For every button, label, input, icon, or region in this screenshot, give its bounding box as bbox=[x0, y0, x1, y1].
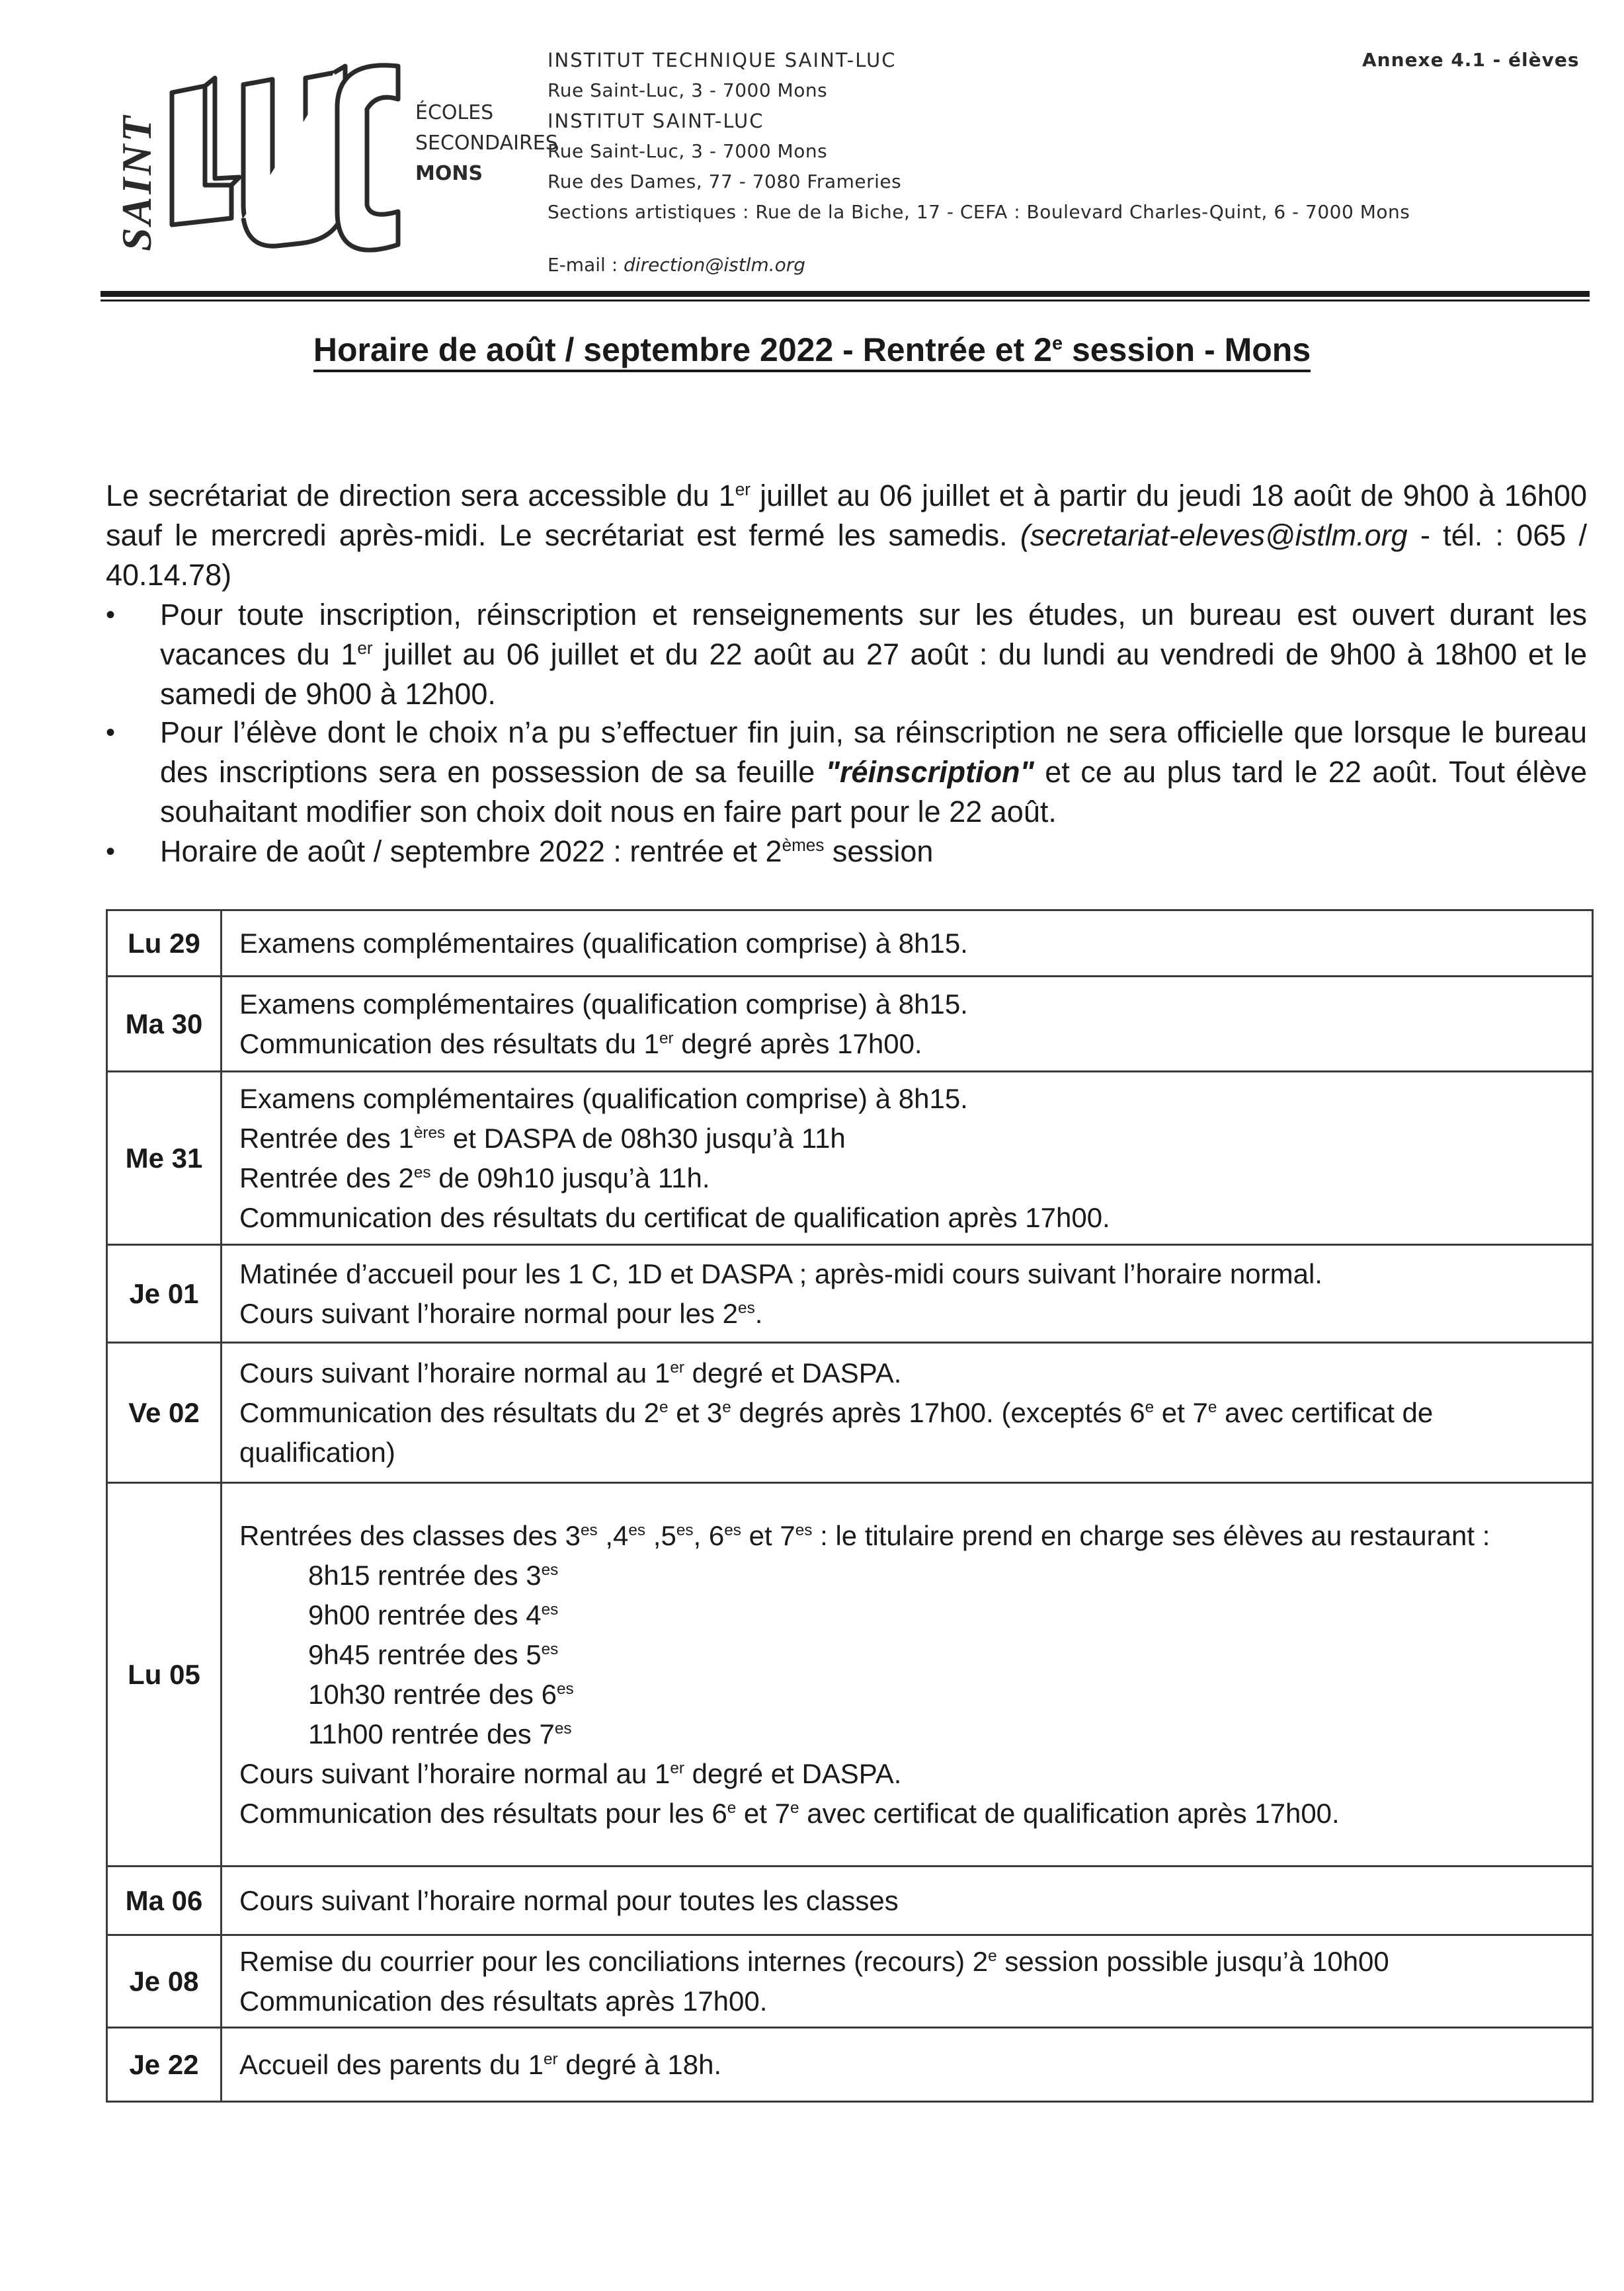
bullet-dot: • bbox=[106, 600, 116, 629]
bullet-dot: • bbox=[106, 718, 116, 747]
desc-line: 10h30 rentrée des $6^{es}$ bbox=[308, 1678, 574, 1710]
desc-cell bbox=[222, 2028, 1593, 2102]
email-address: direction@istlm.org bbox=[624, 254, 806, 276]
bullet-3-text-b: session bbox=[824, 834, 934, 868]
desc-line: Communication des résultats pour les 6e et 7e avec certificat de qualification après 17h00. bbox=[239, 1797, 1340, 1829]
desc-cell bbox=[222, 1867, 1593, 1935]
header-institut-technique: INSTITUT TECHNIQUE SAINT-LUC bbox=[548, 49, 897, 71]
desc-line: Communication des résultats après 17h00. bbox=[239, 1985, 768, 2017]
bullet-3-sup: èmes bbox=[782, 835, 825, 855]
table-row bbox=[107, 1072, 1593, 1245]
desc-cell bbox=[222, 1245, 1593, 1343]
day-cell: Ma 30 bbox=[107, 977, 222, 1072]
bullet-1-text-b: juillet au 06 juillet et du 22 août au 27 août : du lundi au vendredi de 9h00 à 18h00 et le samedi de 9h00 à 12h00. bbox=[160, 637, 1587, 711]
table-row bbox=[107, 977, 1593, 1072]
table-row bbox=[107, 1245, 1593, 1343]
desc-cell bbox=[222, 977, 1593, 1072]
header-address-1: Rue Saint-Luc, 3 - 7000 Mons bbox=[548, 79, 828, 101]
desc-line: Cours suivant l’horaire normal au 1er degré et DASPA. bbox=[239, 1357, 902, 1388]
logo-saint-text: SAINT bbox=[113, 113, 160, 251]
desc-line: 8h15 rentrée des $3^{es}$ bbox=[308, 1559, 559, 1591]
intro-sup: er bbox=[735, 479, 751, 499]
desc-line: Rentrée des $2^{es}$ de 09h10 jusqu’à 11h. bbox=[239, 1162, 710, 1193]
day-cell: Je 22 bbox=[107, 2028, 222, 2102]
header-institut: INSTITUT SAINT-LUC bbox=[548, 110, 764, 132]
desc-line: Examens complémentaires (qualification comprise) à 8h15. bbox=[239, 988, 968, 1020]
bullet-2-text-b: et ce au plus tard le 22 août. Tout élève souhaitant modifier son choix doit nous en faire part pour le 22 août. bbox=[160, 755, 1587, 828]
desc-cell bbox=[222, 1072, 1593, 1245]
title-sup: e bbox=[1051, 333, 1063, 354]
desc-line: Communication des résultats du certificat de qualification après 17h00. bbox=[239, 1201, 1110, 1233]
desc-cell bbox=[222, 1935, 1593, 2028]
title-text: Horaire de août / septembre 2022 - Rentrée et 2 bbox=[313, 331, 1052, 372]
logo-ecoles bbox=[415, 98, 558, 189]
schedule-table bbox=[106, 909, 1594, 2103]
logo-line-secondaires: SECONDAIRES bbox=[415, 132, 558, 155]
desc-line: Cours suivant l’horaire normal au 1er degré et DASPA. bbox=[239, 1757, 902, 1789]
desc-line: Examens complémentaires (qualification comprise) à 8h15. bbox=[239, 927, 968, 959]
intro-text-b: juillet au 06 juillet et à partir du jeudi 18 août de 9h00 à 16h00 sauf le mercredi après-midi. Le secrétariat est fermé les samedis. bbox=[106, 479, 1587, 552]
desc-line: Matinée d’accueil pour les 1 C, 1D et DASPA ; après-midi cours suivant l’horaire normal. bbox=[239, 1258, 1322, 1289]
day-cell: Lu 29 bbox=[107, 910, 222, 977]
table-row bbox=[107, 910, 1593, 977]
day-cell: Je 08 bbox=[107, 1935, 222, 2028]
desc-line: Accueil des parents du 1er degré à 18h. bbox=[239, 2048, 722, 2080]
desc-line: 9h45 rentrée des $5^{es}$ bbox=[308, 1638, 559, 1670]
day-cell: Ma 06 bbox=[107, 1867, 222, 1935]
bullet-2-text-a: Pour l’élève dont le choix n’a pu s’effectuer fin juin, sa réinscription ne sera officielle que lorsque le bureau des inscriptions sera en possession de sa feuille bbox=[160, 715, 1587, 789]
bullet-dot: • bbox=[106, 837, 116, 866]
logo-line-ecoles: ÉCOLES bbox=[415, 101, 494, 124]
desc-line: Cours suivant l’horaire normal pour toutes les classes bbox=[239, 1884, 899, 1916]
bullet-1-sup: er bbox=[357, 638, 373, 658]
desc-line: 11h00 rentrée des $7^{es}$ bbox=[308, 1718, 572, 1749]
table-row bbox=[107, 1343, 1593, 1483]
bullet-inscription bbox=[106, 595, 1587, 714]
day-cell: Lu 05 bbox=[107, 1483, 222, 1867]
bullet-reinscription bbox=[106, 713, 1587, 832]
day-cell: Me 31 bbox=[107, 1072, 222, 1245]
title-text-end: session - Mons bbox=[1063, 331, 1311, 372]
table-row bbox=[107, 1483, 1593, 1867]
page-title bbox=[0, 331, 1624, 369]
intro-phone: - tél. : 065 / 40.14.78) bbox=[106, 518, 1587, 592]
day-cell: Ve 02 bbox=[107, 1343, 222, 1483]
header-address-2: Rue Saint-Luc, 3 - 7000 Mons bbox=[548, 140, 828, 162]
desc-cell bbox=[222, 1343, 1593, 1483]
bullet-horaire bbox=[106, 832, 1587, 871]
table-row bbox=[107, 2028, 1593, 2102]
bullet-1-text-a: Pour toute inscription, réinscription et renseignements sur les études, un bureau est ouvert durant les vacances du 1 bbox=[160, 598, 1587, 671]
logo-line-mons: MONS bbox=[415, 162, 483, 185]
bullet-3-text-a: Horaire de août / septembre 2022 : rentrée et 2 bbox=[160, 834, 782, 868]
annexe-label: Annexe 4.1 - élèves bbox=[1362, 49, 1580, 71]
bullet-2-bold: "réinscription" bbox=[825, 755, 1034, 789]
desc-line: Examens complémentaires (qualification comprise) à 8h15. bbox=[239, 1082, 968, 1114]
desc-line: Cours suivant l’horaire normal pour les $2^{es}$. bbox=[239, 1297, 763, 1329]
header-sections: Sections artistiques : Rue de la Biche, 17 - CEFA : Boulevard Charles-Quint, 6 - 7000 Mons bbox=[548, 201, 1410, 223]
desc-line: Remise du courrier pour les conciliations internes (recours) 2e session possible jusqu’à 10h00 bbox=[239, 1945, 1389, 1977]
desc-line: Communication des résultats du 1er degré après 17h00. bbox=[239, 1027, 922, 1059]
header-address-3: Rue des Dames, 77 - 7080 Frameries bbox=[548, 171, 902, 192]
table-row bbox=[107, 1867, 1593, 1935]
desc-line: 9h00 rentrée des $4^{es}$ bbox=[308, 1599, 559, 1630]
intro-text-a: Le secrétariat de direction sera accessible du 1 bbox=[106, 479, 735, 512]
desc-line: Rentrées des classes des $3^{es}$ $,4^{es}$ $,5^{es}$, $6^{es}$ et $7^{es}$ : le titulaire prend en charge ses élèves au restaurant : bbox=[239, 1519, 1490, 1551]
table-row bbox=[107, 1935, 1593, 2028]
day-cell: Je 01 bbox=[107, 1245, 222, 1343]
header-rule-thin bbox=[101, 300, 1590, 301]
desc-line: Communication des résultats du 2e et 3e degrés après 17h00. (exceptés 6e et 7e avec certificat de qualification) bbox=[239, 1396, 1434, 1468]
email-label: E-mail : bbox=[548, 254, 624, 276]
desc-cell bbox=[222, 1483, 1593, 1867]
intro-email: (secretariat-eleves@istlm.org bbox=[1020, 518, 1408, 552]
desc-line: Rentrée des 1ères et DASPA de 08h30 jusqu’à 11h bbox=[239, 1122, 846, 1154]
header-rule bbox=[101, 291, 1590, 297]
desc-cell bbox=[222, 910, 1593, 977]
intro-paragraph bbox=[106, 476, 1587, 595]
header-email bbox=[548, 254, 805, 276]
